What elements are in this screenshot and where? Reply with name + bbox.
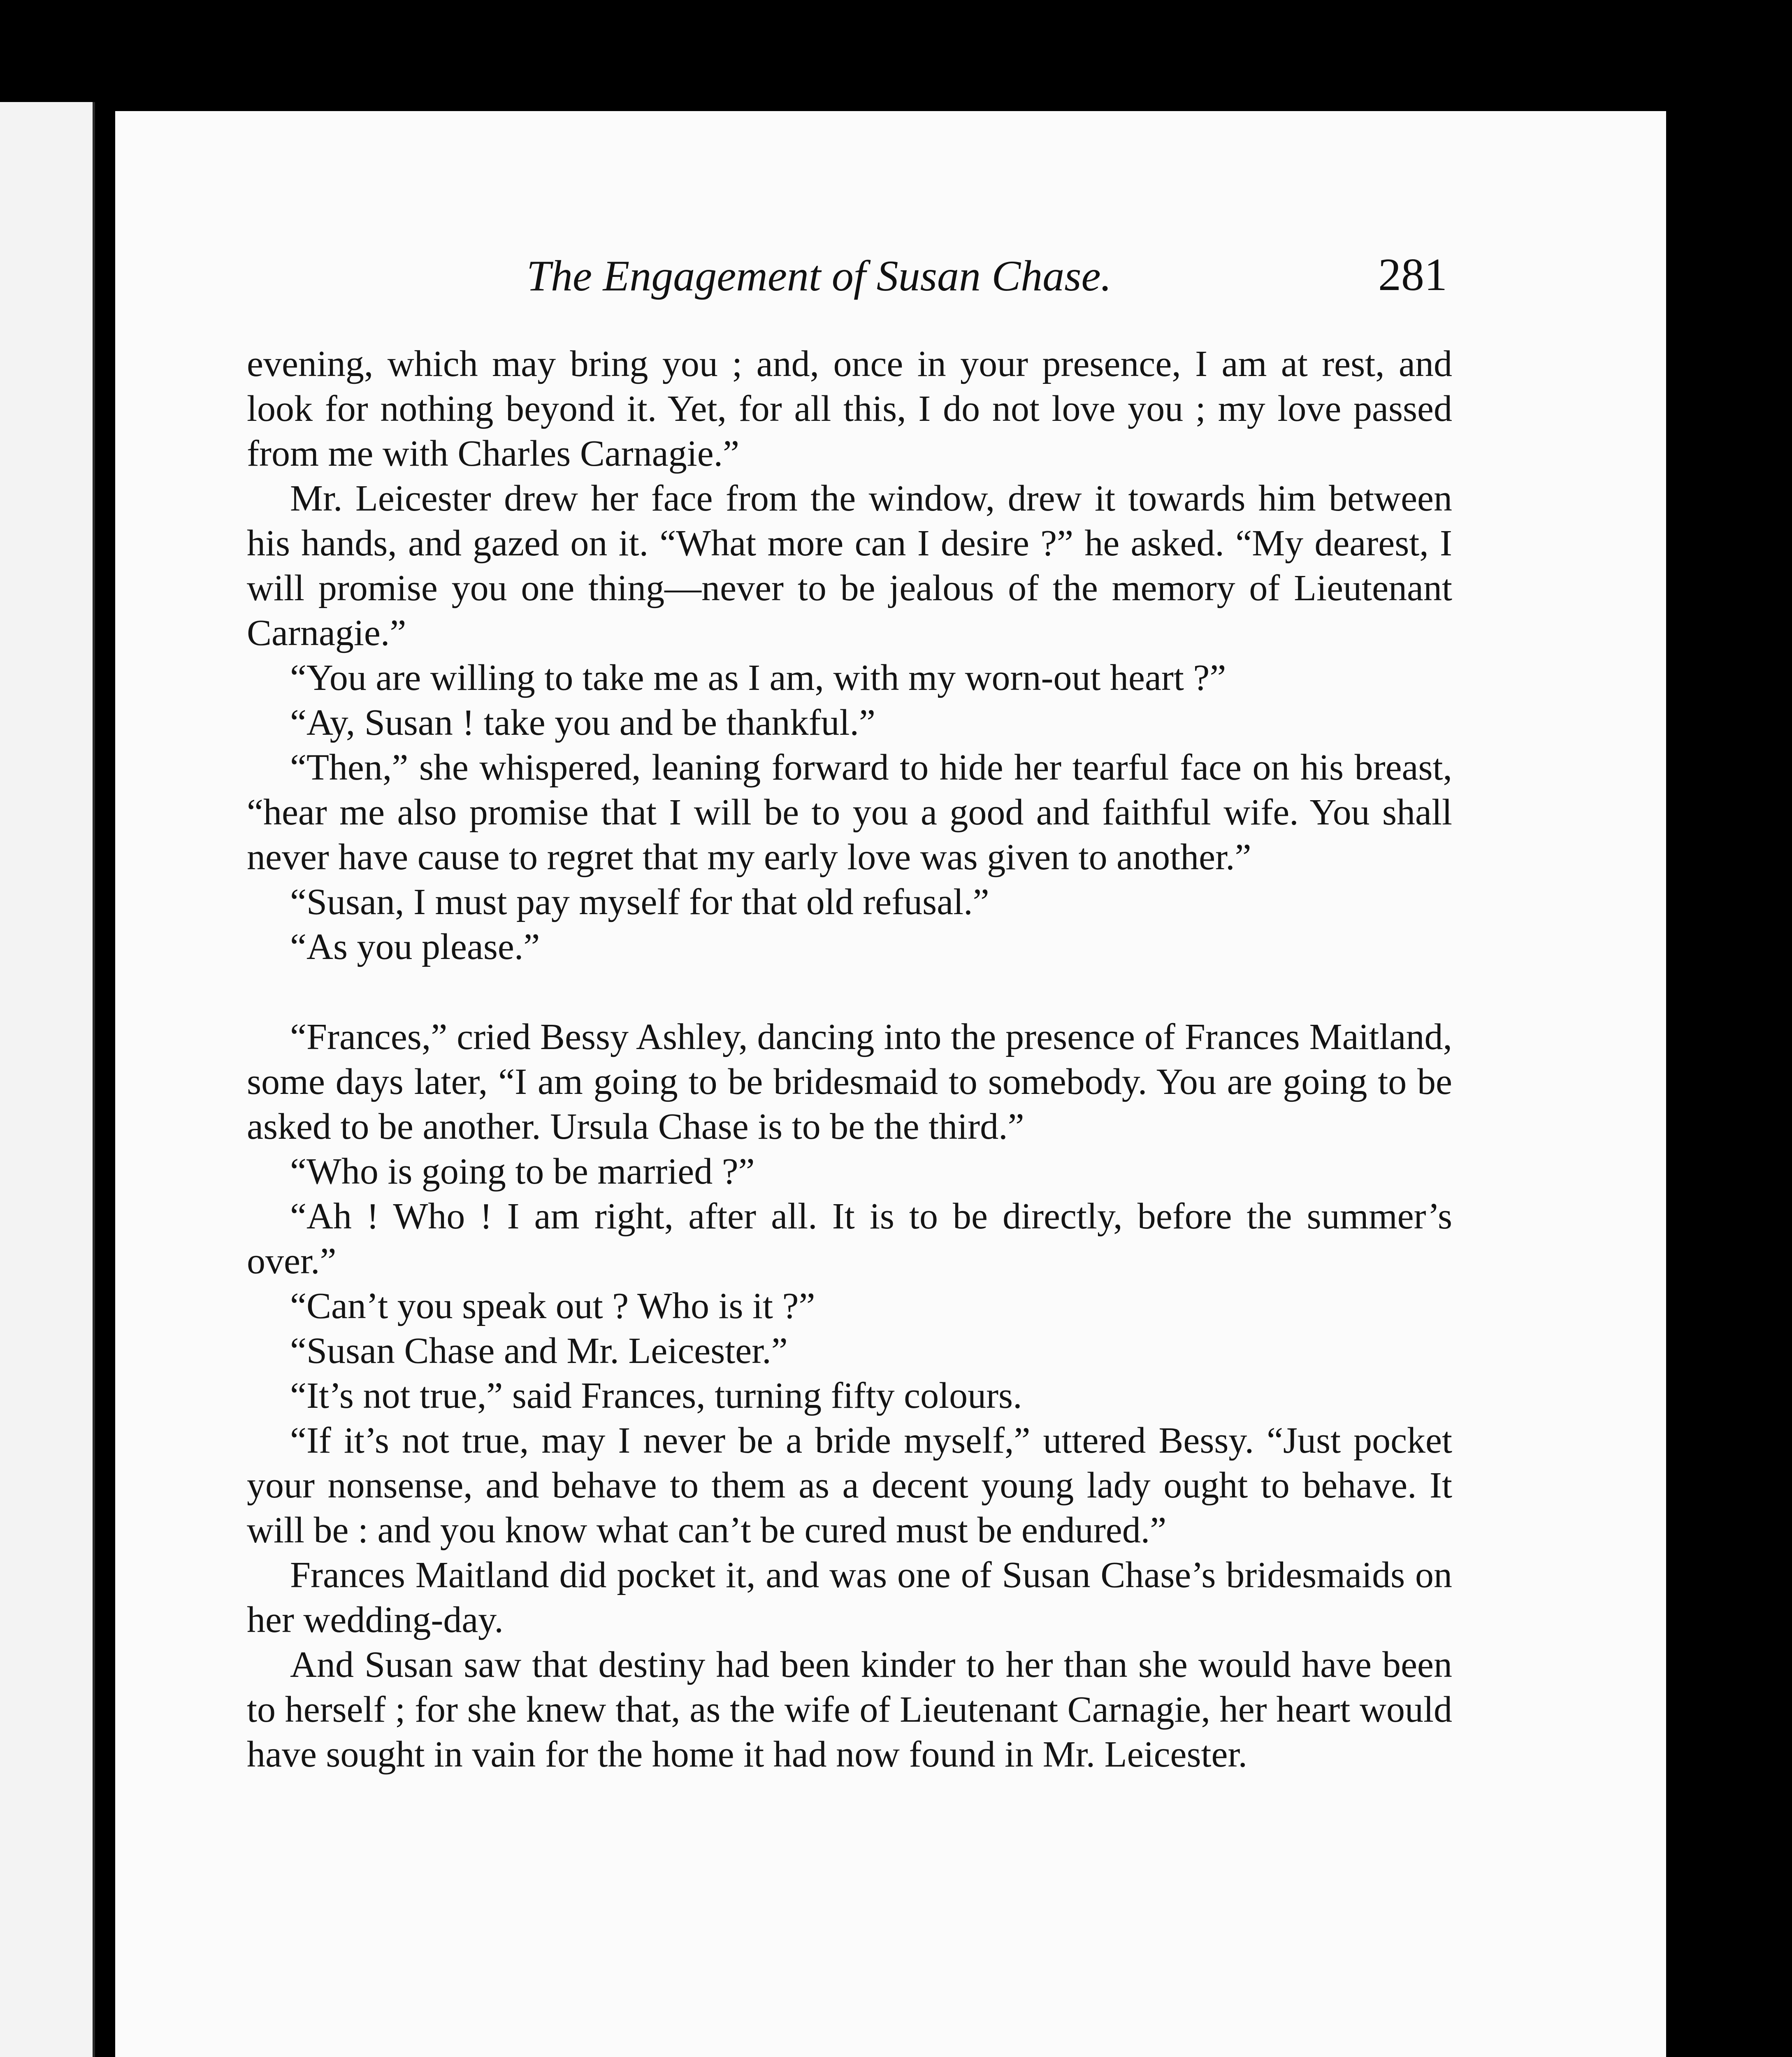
paragraph: “You are willing to take me as I am, with my worn-out heart ?” — [290, 657, 1226, 698]
page-number: 281 — [1378, 249, 1447, 300]
paragraph: Mr. Leicester drew her face from the window, drew it towards him between his hands, and gazed on it. “What more can I desire ?” he asked. “My dearest, I will promise you one thing—never to be jealous of the memory of Lieutenant Carnagie.” — [247, 478, 1452, 653]
paragraph: evening, which may bring you ; and, once in your presence, I am at rest, and look for nothing beyond it. Yet, for all this, I do not love you ; my love passed from me with Charles Carnagie.” — [247, 344, 1452, 474]
paragraph: “Ay, Susan ! take you and be thankful.” — [290, 702, 875, 743]
paragraph: “Susan, I must pay myself for that old refusal.” — [290, 882, 989, 922]
page-header — [115, 251, 1666, 304]
paragraph: “Susan Chase and Mr. Leicester.” — [290, 1330, 788, 1371]
paragraph: “Ah ! Who ! I am right, after all. It is to be directly, before the summer’s over.” — [247, 1196, 1452, 1282]
paragraph: “Who is going to be married ?” — [290, 1151, 755, 1192]
paragraph: “As you please.” — [290, 926, 540, 967]
previous-page-edge — [0, 102, 95, 2057]
paragraph: Frances Maitland did pocket it, and was one of Susan Chase’s bridesmaids on her wedding-day. — [247, 1555, 1452, 1640]
paragraph: “Then,” she whispered, leaning forward to hide her tearful face on his breast, “hear me also promise that I will be to you a good and faithful wife. You shall never have cause to regret that my early love was given to another.” — [247, 747, 1452, 878]
paragraph: “It’s not true,” said Frances, turning fifty colours. — [290, 1375, 1022, 1416]
paragraph: “Can’t you speak out ? Who is it ?” — [290, 1286, 815, 1326]
paragraph: And Susan saw that destiny had been kinder to her than she would have been to herself ; for she knew that, as the wife of Lieutenant Carnagie, her heart would have sought in vain for the home it had now found in Mr. Leicester. — [247, 1644, 1452, 1775]
paragraph: “Frances,” cried Bessy Ashley, dancing into the presence of Frances Maitland, some days later, “I am going to be bridesmaid to somebody. You are going to be asked to be another. Ursula Chase is to be the third.” — [247, 1017, 1452, 1147]
paragraph: “If it’s not true, may I never be a bride myself,” uttered Bessy. “Just pocket your nonsense, and behave to them as a decent young lady ought to behave. It will be : and you know what can’t be cured must be endured.” — [247, 1420, 1452, 1551]
section-break — [247, 969, 1452, 1015]
body-text — [247, 341, 1452, 1777]
running-title: The Engagement of Susan Chase. — [527, 252, 1112, 300]
book-page — [115, 111, 1666, 2057]
